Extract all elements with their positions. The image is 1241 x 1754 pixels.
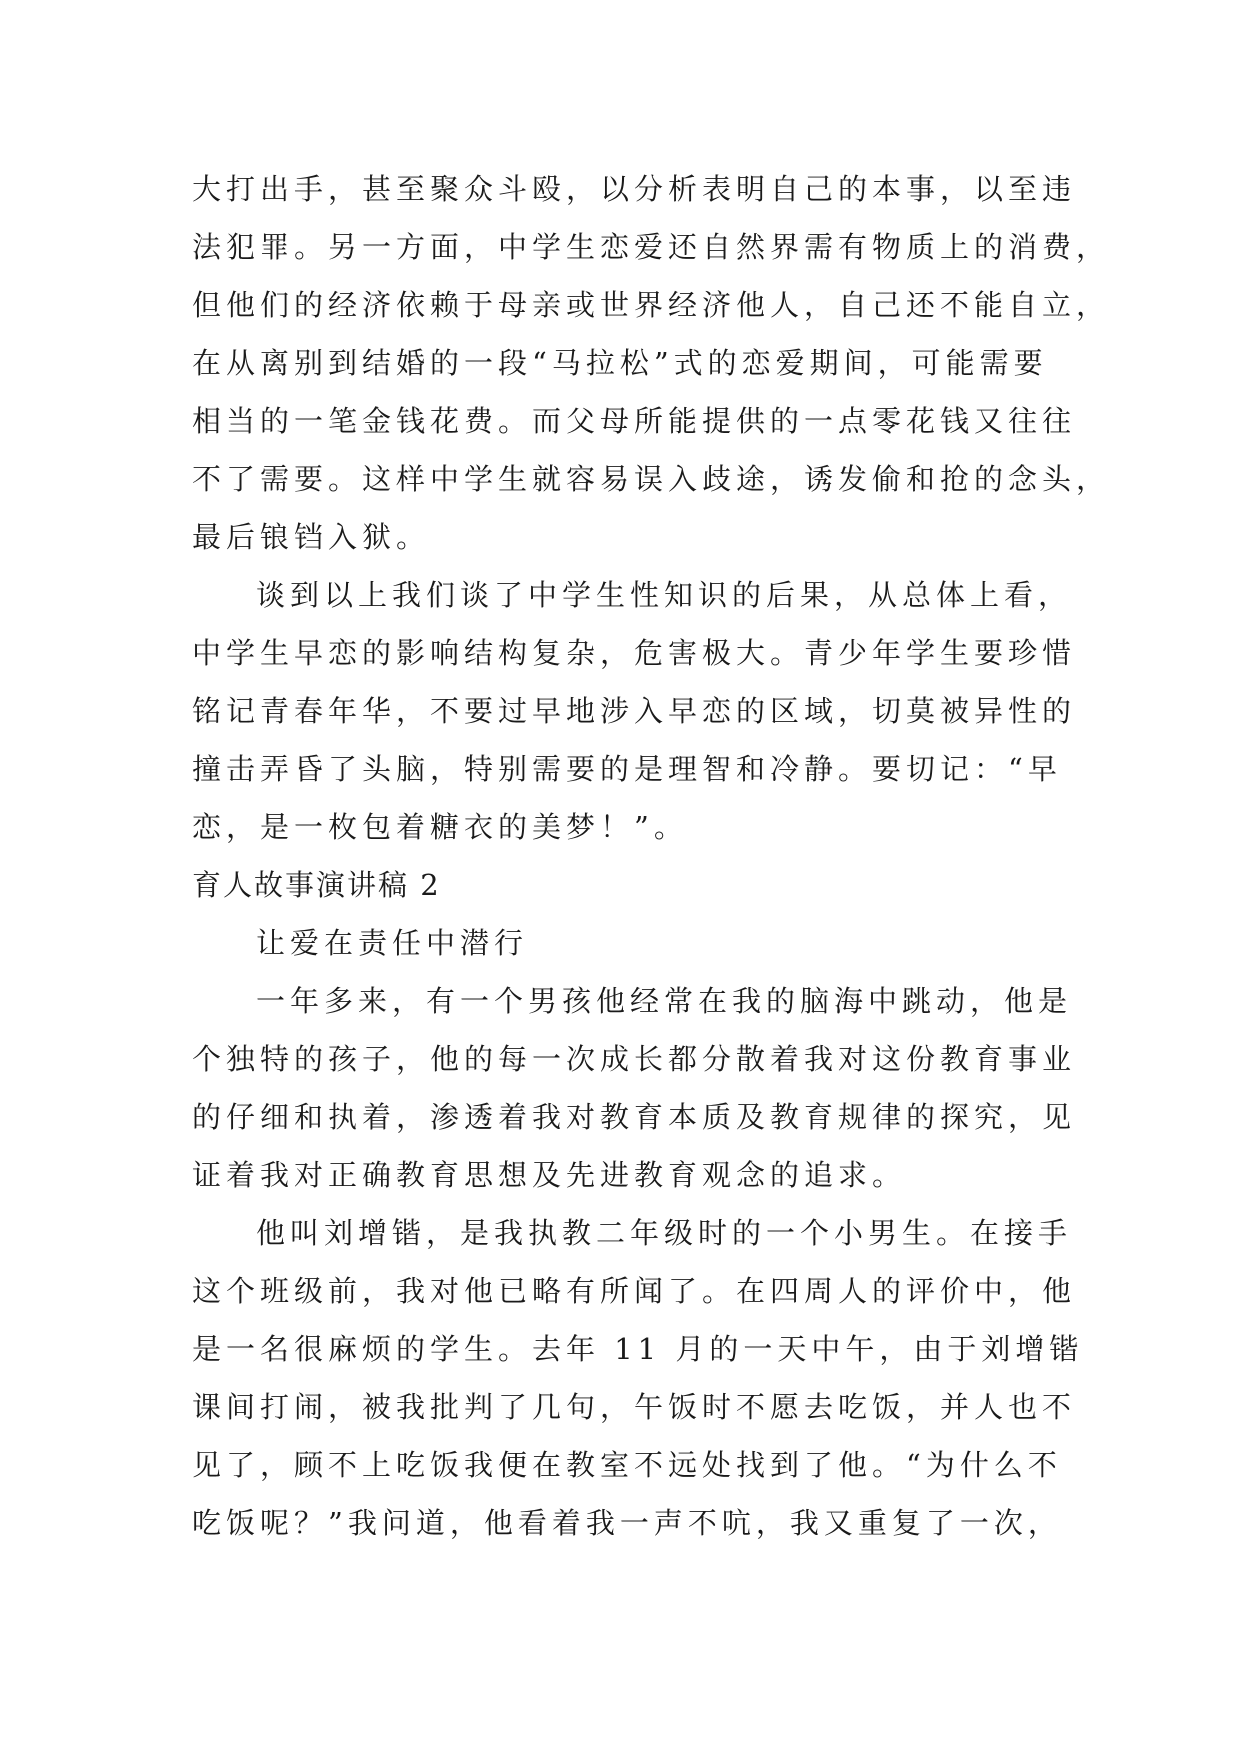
text-line: 最后锒铛入狱。	[192, 520, 431, 554]
paragraph-3	[192, 972, 1092, 1204]
section-heading: 育人故事演讲稿 2	[192, 868, 441, 902]
text-line: 证着我对正确教育思想及先进教育观念的追求。	[192, 1158, 907, 1192]
text-line: 谈到以上我们谈了中学生性知识的后果，从总体上看，	[256, 578, 1073, 612]
text-line: 是一名很麻烦的学生。去年 11 月的一天中午，由于刘增锴	[192, 1332, 1084, 1366]
text-line: 的仔细和执着，渗透着我对教育本质及教育规律的探究，见	[192, 1100, 1077, 1134]
text-line: 见了，顾不上吃饭我便在教室不远处找到了他。“为什么不	[192, 1448, 1062, 1482]
section-subtitle: 让爱在责任中潜行	[256, 926, 529, 960]
paragraph-1	[192, 160, 1111, 566]
text-line: 这个班级前，我对他已略有所闻了。在四周人的评价中，他	[192, 1274, 1077, 1308]
text-line: 中学生早恋的影响结构复杂，危害极大。青少年学生要珍惜	[192, 636, 1077, 670]
text-line: 在从离别到结婚的一段“马拉松”式的恋爱期间，可能需要	[192, 346, 1048, 380]
text-line: 相当的一笔金钱花费。而父母所能提供的一点零花钱又往往	[192, 404, 1077, 438]
text-line: 恋，是一枚包着糖衣的美梦！”。	[192, 810, 688, 844]
paragraph-4	[192, 1204, 1092, 1552]
text-line: 铭记青春年华，不要过早地涉入早恋的区域，切莫被异性的	[192, 694, 1077, 728]
text-line: 撞击弄昏了头脑，特别需要的是理智和冷静。要切记：“早	[192, 752, 1062, 786]
text-line: 一年多来，有一个男孩他经常在我的脑海中跳动，他是	[256, 984, 1073, 1018]
text-line: 课间打闹，被我批判了几句，午饭时不愿去吃饭，并人也不	[192, 1390, 1077, 1424]
text-line: 不了需要。这样中学生就容易误入歧途，诱发偷和抢的念头，	[192, 462, 1111, 496]
text-line: 他叫刘增锴，是我执教二年级时的一个小男生。在接手	[256, 1216, 1073, 1250]
text-line: 大打出手，甚至聚众斗殴，以分析表明自己的本事，以至违	[192, 172, 1077, 206]
text-line: 吃饭呢？”我问道，他看着我一声不吭，我又重复了一次，	[192, 1506, 1062, 1540]
text-line: 个独特的孩子，他的每一次成长都分散着我对这份教育事业	[192, 1042, 1077, 1076]
document-body	[192, 160, 1111, 1552]
paragraph-2	[192, 566, 1092, 856]
text-line: 法犯罪。另一方面，中学生恋爱还自然界需有物质上的消费，	[192, 230, 1111, 264]
text-line: 但他们的经济依赖于母亲或世界经济他人，自己还不能自立，	[192, 288, 1111, 322]
